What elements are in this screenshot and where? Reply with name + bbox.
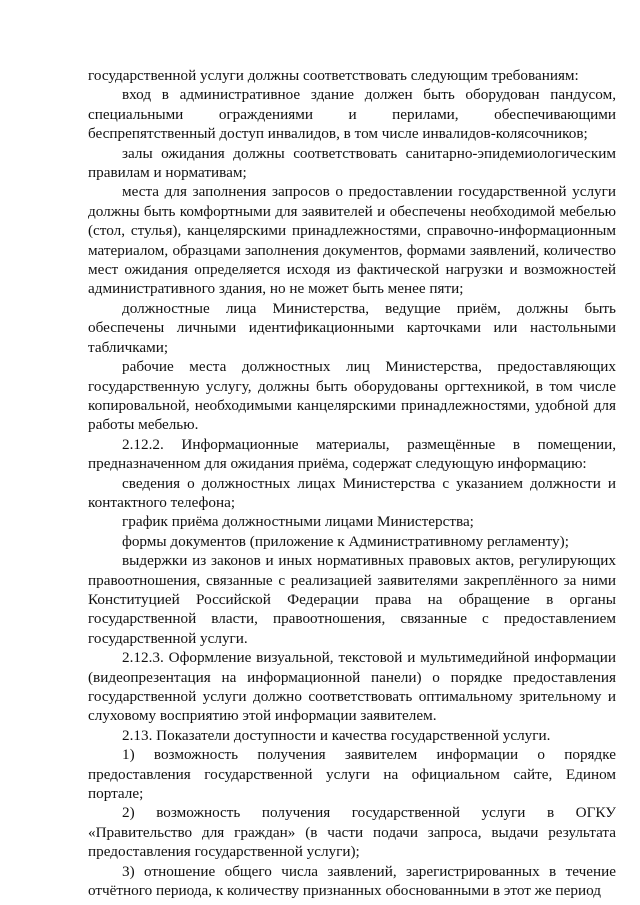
paragraph: 2.13. Показатели доступности и качества государственной услуги. bbox=[122, 726, 551, 744]
paragraph: сведения о должностных лицах Министерства с указанием должности и контактного телефона; bbox=[88, 474, 616, 511]
paragraph: залы ожидания должны соответствовать санитарно-эпидемиологическим правилам и нормативам; bbox=[88, 144, 616, 182]
paragraph: государственной услуги должны соответствовать следующим требованиям: bbox=[88, 67, 579, 84]
paragraph: 2) возможность получения государственной услуги в ОГКУ «Правительство для граждан» (в части подачи запроса, выдачи результата предоставления государственной услуги); bbox=[88, 804, 616, 861]
document-body bbox=[88, 66, 616, 900]
paragraph: выдержки из законов и иных нормативных правовых актов, регулирующих правоотношения, связанные с реализацией заявителями закреплённого за ними Конституцией Российской Федерации права на обращение в органы государственной власти, правоотношения, связанные с предоставлением государственной услуги. bbox=[88, 552, 616, 647]
paragraph: формы документов (приложение к Административному регламенту); bbox=[122, 532, 569, 550]
paragraph: вход в административное здание должен быть оборудован пандусом, специальными ограждениями и перилами, обеспечивающими беспрепятственный доступ инвалидов, в том числе инвалидов-колясочников; bbox=[88, 86, 616, 143]
paragraph: 2.12.2. Информационные материалы, размещённые в помещении, предназначенном для ожидания приёма, содержат следующую информацию: bbox=[88, 435, 616, 473]
paragraph: 1) возможность получения заявителем информации о порядке предоставления государственной услуги на официальном сайте, Едином портале; bbox=[88, 746, 616, 803]
paragraph: должностные лица Министерства, ведущие приём, должны быть обеспечены личными идентификационными карточками или настольными табличками; bbox=[88, 299, 616, 356]
paragraph: 3) отношение общего числа заявлений, зарегистрированных в течение отчётного периода, к количеству признанных обоснованными в этот же период bbox=[88, 862, 616, 900]
paragraph: рабочие места должностных лиц Министерства, предоставляющих государственную услугу, должны быть оборудованы оргтехникой, в том числе копировальной, необходимыми канцелярскими принадлежностями, удобной для работы мебелью. bbox=[88, 358, 616, 434]
paragraph: график приёма должностными лицами Министерства; bbox=[122, 513, 474, 531]
paragraph: места для заполнения запросов о предоставлении государственной услуги должны быть комфортными для заявителей и обеспечены необходимой мебелью (стол, стулья), канцелярскими принадлежностями, справочно-информационным материалом, образцами заполнения документов, формами заявлений, количество мест ожидания определяется исходя из фактической нагрузки и возможностей административного здания, но не может быть менее пяти; bbox=[88, 183, 616, 298]
paragraph: 2.12.3. Оформление визуальной, текстовой и мультимедийной информации (видеопрезентация на информационной панели) о порядке предоставления государственной услуги должно соответствовать оптимальному зрительному и слуховому восприятию этой информации заявителем. bbox=[88, 649, 616, 725]
